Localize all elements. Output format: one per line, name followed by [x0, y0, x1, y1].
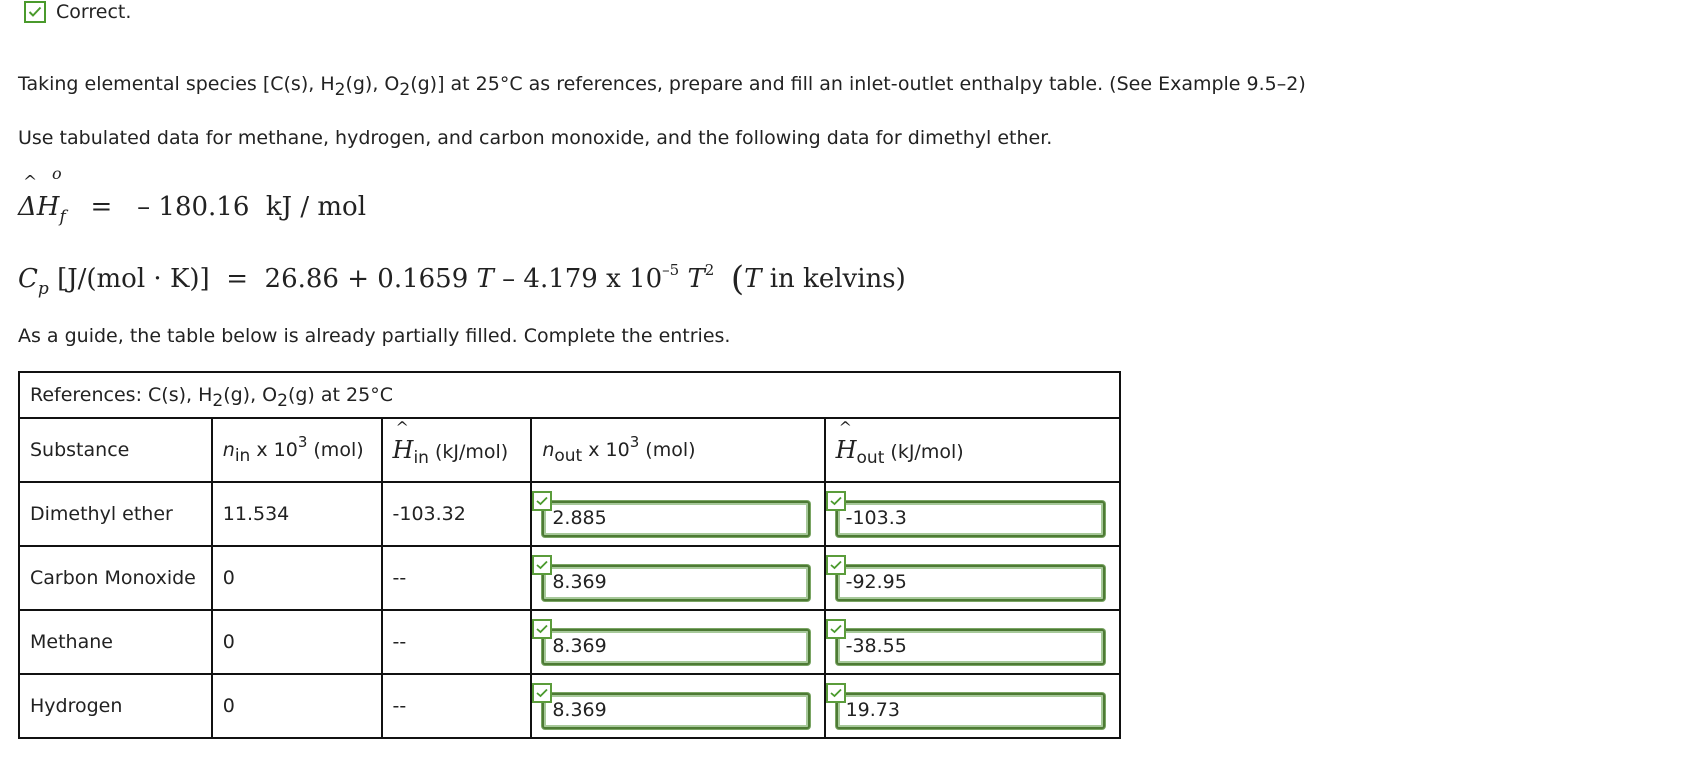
enthalpy-table: [18, 371, 1121, 739]
header-substance: Substance: [19, 418, 212, 482]
cell-n-out: [531, 674, 824, 738]
cell-substance: Hydrogen: [19, 674, 212, 738]
table-row: [19, 482, 1120, 546]
cell-h-in: --: [382, 610, 532, 674]
check-icon: [532, 619, 552, 639]
check-icon: [532, 683, 552, 703]
table-row: [19, 674, 1120, 738]
cell-n-in: 0: [212, 546, 382, 610]
instruction-text: Use tabulated data for methane, hydrogen, and carbon monoxide, and the following data for dimethyl ether.: [18, 127, 1053, 149]
check-icon: [826, 619, 846, 639]
table-row: [19, 610, 1120, 674]
cell-h-out: [825, 674, 1120, 738]
cell-n-out: [531, 546, 824, 610]
h-out-input[interactable]: -92.95: [836, 565, 1105, 601]
cell-n-in: 11.534: [212, 482, 382, 546]
check-icon: [826, 683, 846, 703]
cell-n-in: 0: [212, 674, 382, 738]
cell-h-in: --: [382, 546, 532, 610]
cell-n-in: 0: [212, 610, 382, 674]
cell-h-out: [825, 610, 1120, 674]
header-h-out: H ^ out (kJ/mol): [825, 418, 1120, 482]
h-out-input[interactable]: -103.3: [836, 501, 1105, 537]
cell-substance: Carbon Monoxide: [19, 546, 212, 610]
intro-text: Taking elemental species [C(s), H2(g), O2(g)] at 25°C as references, prepare and fill an inlet-outlet enthalpy table. (See Example 9.5–2): [18, 73, 1306, 100]
n-out-input[interactable]: 2.885: [542, 501, 809, 537]
status-text: Correct.: [56, 1, 132, 23]
cell-h-out: [825, 546, 1120, 610]
cell-n-out: [531, 482, 824, 546]
formation-enthalpy-equation: ΔH ^ o $_f$ = – 180.16 kJ / mol: [18, 164, 367, 227]
check-icon: [826, 555, 846, 575]
n-out-input[interactable]: 8.369: [542, 629, 809, 665]
guide-text: As a guide, the table below is already partially filled. Complete the entries.: [18, 325, 731, 347]
cell-n-out: [531, 610, 824, 674]
n-out-input[interactable]: 8.369: [542, 565, 809, 601]
header-h-in: H ^ in (kJ/mol): [382, 418, 532, 482]
check-icon: [532, 491, 552, 511]
table-reference: References: C(s), H2(g), O2(g) at 25°C: [19, 372, 1120, 418]
cell-h-out: [825, 482, 1120, 546]
check-icon: [24, 1, 46, 23]
header-n-in: nin x $10^3$ (mol): [212, 418, 382, 482]
heat-capacity-equation: $C_p$ [J/(mol · K)] = 26.86 + 0.1659 T – 4.179 x $10^{-5}$ $T^2$ (T in kelvins): [18, 259, 906, 299]
cell-h-in: -103.32: [382, 482, 532, 546]
header-n-out: nout x $10^3$ (mol): [531, 418, 824, 482]
h-out-input[interactable]: 19.73: [836, 693, 1105, 729]
n-out-input[interactable]: 8.369: [542, 693, 809, 729]
correct-status: [24, 1, 131, 23]
check-icon: [826, 491, 846, 511]
delta-h-formation: ΔH ^ o: [18, 164, 62, 222]
table-row: [19, 546, 1120, 610]
cell-substance: Dimethyl ether: [19, 482, 212, 546]
h-out-input[interactable]: -38.55: [836, 629, 1105, 665]
check-icon: [532, 555, 552, 575]
cell-substance: Methane: [19, 610, 212, 674]
cell-h-in: --: [382, 674, 532, 738]
